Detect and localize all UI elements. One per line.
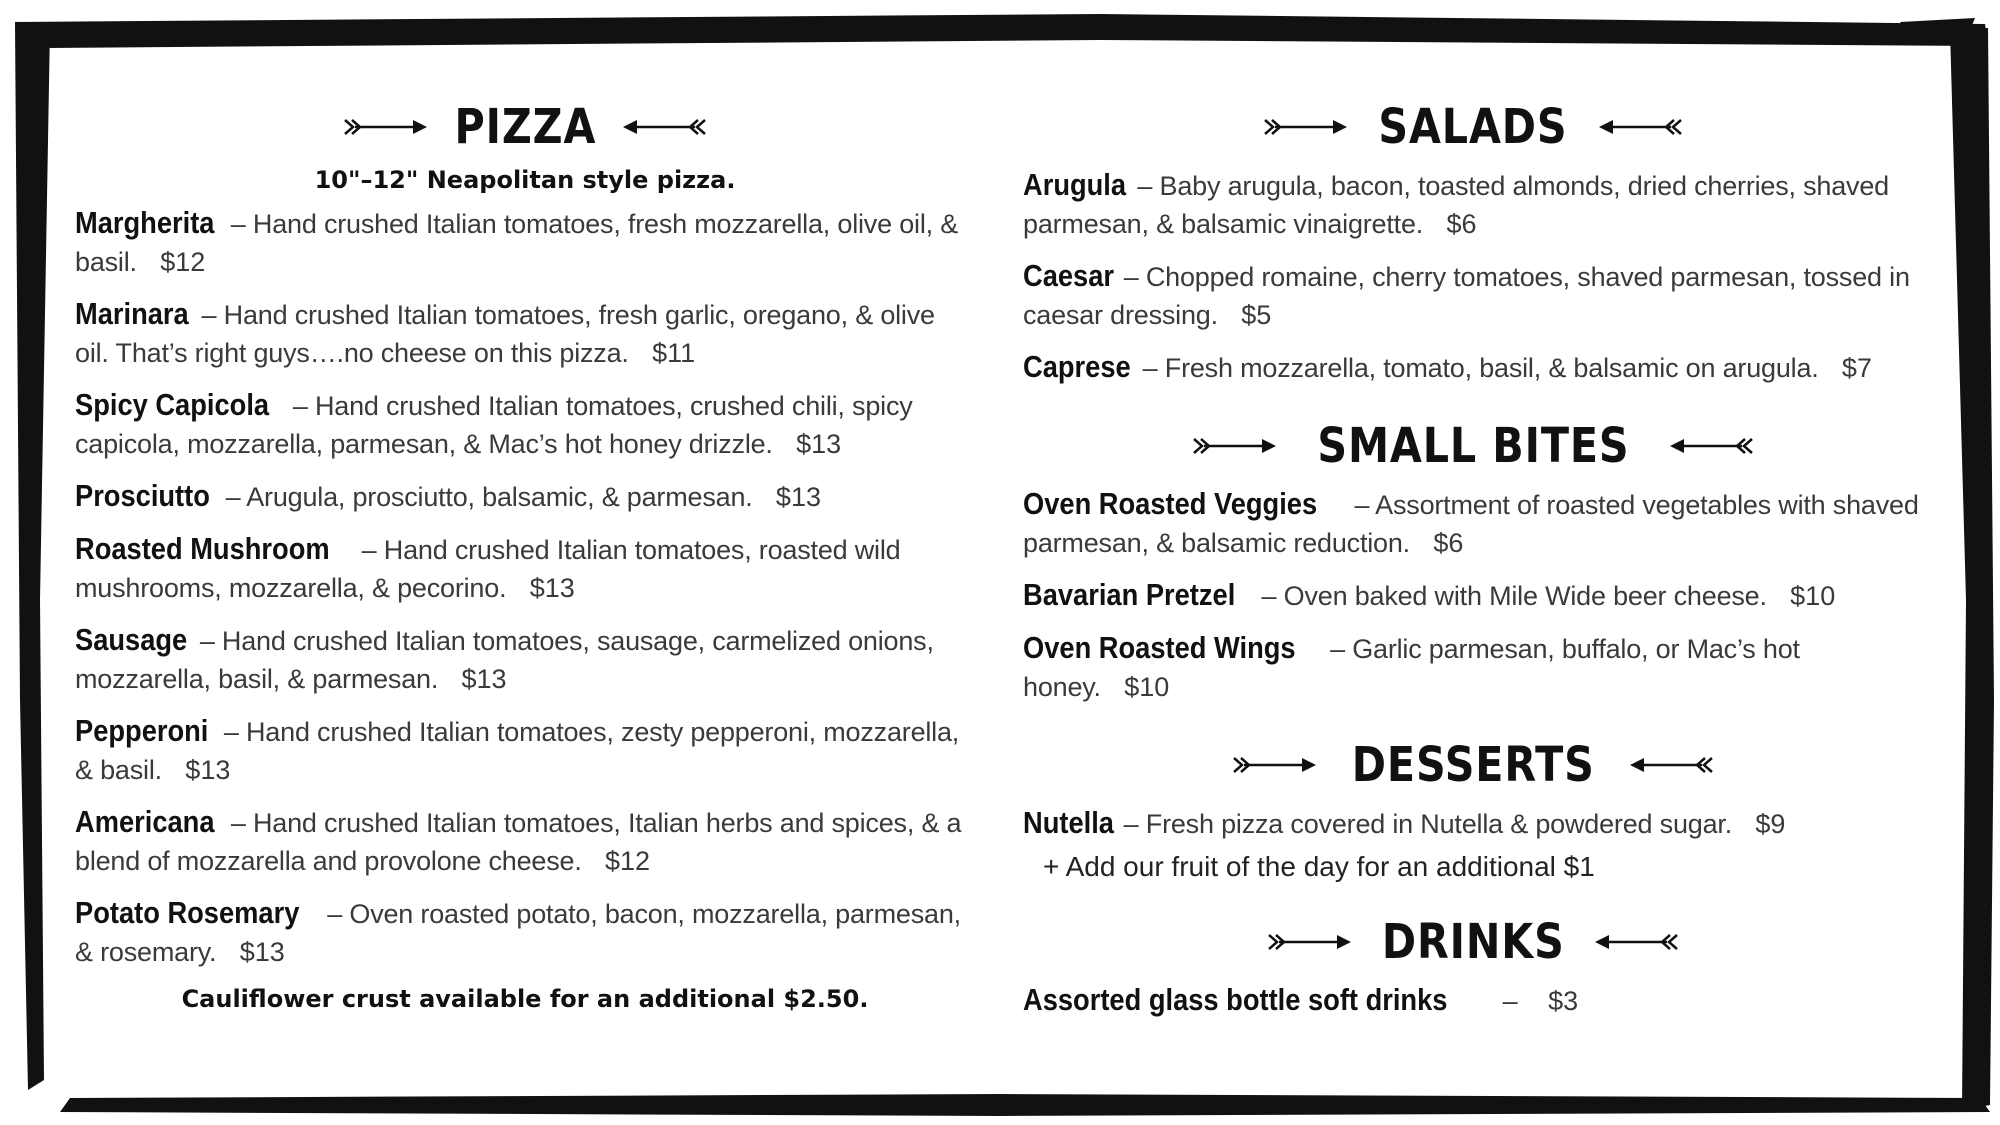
menu-item-price: $10 <box>1790 581 1836 611</box>
menu-item <box>75 530 975 607</box>
arrow-right-icon <box>343 116 429 138</box>
menu-item-price: $13 <box>529 573 575 603</box>
menu-item <box>75 386 975 463</box>
arrow-right-icon <box>1263 116 1349 138</box>
menu-item <box>1023 348 1923 387</box>
menu-item-description: – Hand crushed Italian tomatoes, Italian herbs and spices, & a blend of mozzarella and provolone cheese. <box>75 808 962 876</box>
small-bites-items-list <box>1023 485 1923 706</box>
arrow-left-icon <box>1668 435 1754 457</box>
salads-title: SALADS <box>1378 99 1568 155</box>
menu-item <box>1023 257 1923 334</box>
menu-item-name: Roasted Mushroom <box>75 531 330 566</box>
arrow-right-icon <box>1192 435 1278 457</box>
menu-item <box>1023 981 1923 1020</box>
menu-item-description: – Garlic parmesan, buffalo, or Mac’s hot honey. <box>1023 634 1800 702</box>
menu-item-price: $6 <box>1433 528 1464 558</box>
arrow-left-icon <box>621 116 707 138</box>
menu-item-name: Prosciutto <box>75 478 210 513</box>
desserts-section <box>1023 730 1923 883</box>
menu-item <box>1023 576 1923 615</box>
menu-item-price: $13 <box>239 937 285 967</box>
desserts-items-list <box>1023 804 1923 843</box>
menu-item <box>1023 485 1923 562</box>
arrow-left-icon <box>1628 754 1714 776</box>
menu-item-name: Arugula <box>1023 167 1127 202</box>
menu-item-description: – Fresh mozzarella, tomato, basil, & balsamic on arugula. <box>1135 353 1819 383</box>
menu-item-name: Assorted glass bottle soft drinks <box>1023 982 1448 1017</box>
menu-item <box>1023 804 1923 843</box>
menu-item-description: – Oven roasted potato, bacon, mozzarella, parmesan, & rosemary. <box>75 899 961 967</box>
menu-item-description: – Hand crushed Italian tomatoes, sausage, carmelized onions, mozzarella, basil, & parmesan. <box>75 626 934 694</box>
drinks-heading <box>1023 907 1923 977</box>
menu-item-price: $10 <box>1124 672 1170 702</box>
menu-item-description: – Arugula, prosciutto, balsamic, & parmesan. <box>218 482 753 512</box>
right-column <box>1023 92 1923 1044</box>
menu-item-name: Oven Roasted Wings <box>1023 630 1296 665</box>
pizza-footer-note: Cauliflower crust available for an additional $2.50. <box>181 985 869 1013</box>
menu-item-name: Americana <box>75 804 215 839</box>
desserts-addon-note: + Add our fruit of the day for an additional $1 <box>1043 851 1595 882</box>
menu-item-description: – Baby arugula, bacon, toasted almonds, dried cherries, shaved parmesan, & balsamic vinaigrette. <box>1023 171 1889 239</box>
menu-item-description: – Assortment of roasted vegetables with shaved parmesan, & balsamic reduction. <box>1023 490 1919 558</box>
menu-item-price: $13 <box>775 482 821 512</box>
menu-item-price: $13 <box>185 755 231 785</box>
menu-item <box>75 894 975 971</box>
pizza-items-list <box>75 204 975 971</box>
menu-item-name: Oven Roasted Veggies <box>1023 486 1318 521</box>
menu-item <box>75 295 975 372</box>
menu-item-description: – <box>1495 986 1525 1016</box>
salads-heading <box>1023 92 1923 162</box>
pizza-subtitle: 10"–12" Neapolitan style pizza. <box>314 166 736 194</box>
menu-item-price: $12 <box>604 846 651 876</box>
menu-item-name: Spicy Capicola <box>75 387 270 422</box>
menu-item-description: – Hand crushed Italian tomatoes, fresh garlic, oregano, & olive oil. That’s right guys….no cheese on this pizza. <box>75 300 935 368</box>
menu-item-name: Margherita <box>75 205 215 240</box>
desserts-title: DESSERTS <box>1351 737 1595 793</box>
arrow-right-icon <box>1232 754 1318 776</box>
pizza-section <box>75 92 975 1013</box>
menu-item-price: $13 <box>461 664 507 694</box>
menu-item <box>75 621 975 698</box>
menu-item <box>75 477 975 516</box>
salads-section <box>1023 92 1923 387</box>
menu-item-description: – Oven baked with Mile Wide beer cheese. <box>1254 581 1767 611</box>
menu-item-price: $3 <box>1548 986 1579 1016</box>
drinks-items-list <box>1023 981 1923 1020</box>
menu-item-description: – Hand crushed Italian tomatoes, crushed chili, spicy capicola, mozzarella, parmesan, & Mac’s hot honey drizzle. <box>75 391 913 459</box>
menu-item-price: $5 <box>1241 300 1272 330</box>
menu-item-description: – Hand crushed Italian tomatoes, zesty pepperoni, mozzarella, & basil. <box>75 717 960 785</box>
menu-item-description: – Fresh pizza covered in Nutella & powdered sugar. <box>1116 809 1732 839</box>
menu-item-description: – Chopped romaine, cherry tomatoes, shaved parmesan, tossed in caesar dressing. <box>1023 262 1910 330</box>
small-bites-heading <box>1023 411 1923 481</box>
pizza-heading <box>75 92 975 162</box>
drinks-section <box>1023 907 1923 1020</box>
menu-item <box>75 712 975 789</box>
menu-item-price: $11 <box>652 338 696 368</box>
menu-item-name: Nutella <box>1023 805 1114 840</box>
menu-item-name: Marinara <box>75 296 189 331</box>
menu-item-price: $13 <box>796 429 842 459</box>
menu-item-name: Caprese <box>1023 349 1131 384</box>
menu-item-price: $12 <box>160 247 206 277</box>
menu-item-price: $7 <box>1841 353 1872 383</box>
arrow-left-icon <box>1593 931 1679 953</box>
salads-items-list <box>1023 166 1923 387</box>
menu-item-description: – Hand crushed Italian tomatoes, roasted wild mushrooms, mozzarella, & pecorino. <box>75 535 901 603</box>
arrow-left-icon <box>1597 116 1683 138</box>
arrow-right-icon <box>1267 931 1353 953</box>
desserts-heading <box>1023 730 1923 800</box>
menu-item-price: $6 <box>1446 209 1477 239</box>
menu-item-name: Bavarian Pretzel <box>1023 577 1236 612</box>
small-bites-section <box>1023 411 1923 706</box>
menu-item-name: Caesar <box>1023 258 1115 293</box>
menu-item-description: – Hand crushed Italian tomatoes, fresh mozzarella, olive oil, & basil. <box>75 209 959 277</box>
menu-item <box>75 204 975 281</box>
menu-item-name: Sausage <box>75 622 188 657</box>
drinks-title: DRINKS <box>1381 914 1565 970</box>
small-bites-title: SMALL BITES <box>1316 418 1630 474</box>
menu-item <box>75 803 975 880</box>
menu-item-name: Pepperoni <box>75 713 209 748</box>
menu-item <box>1023 629 1923 706</box>
menu-item-price: $9 <box>1755 809 1786 839</box>
menu-item-name: Potato Rosemary <box>75 895 300 930</box>
pizza-title: PIZZA <box>454 99 596 155</box>
menu-item <box>1023 166 1923 243</box>
